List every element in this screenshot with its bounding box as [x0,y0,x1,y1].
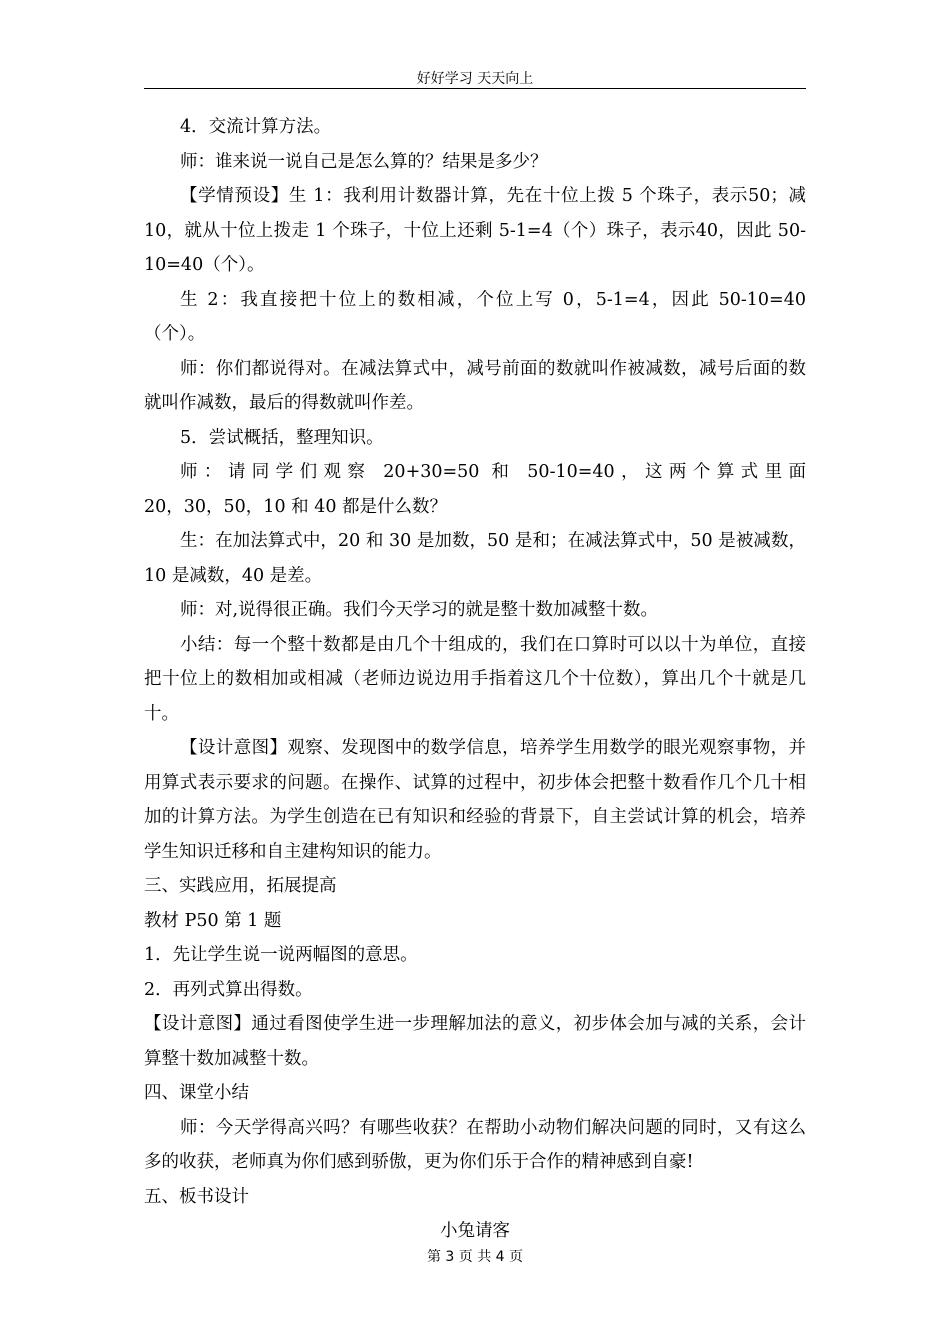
section-3-heading: 三、实践应用，拓展提高 [144,876,337,896]
class-summary-text: 师：今天学得高兴吗？有哪些收获？在帮助小动物们解决问题的同时，又有这么多的收获，老师真为你们感到骄傲，更为你们乐于合作的精神感到自豪! [144,1117,806,1172]
section-4-heading: 四、课堂小结 [144,1083,249,1103]
teacher-observe-line-1: 师：请同学们观察 20+30=50 和 50-10=40，这两个算式里面 [180,462,806,482]
student-answer: 生：在加法算式中，20 和 30 是加数，50 是和；在减法算式中，50 是被减数，10 是减数，40 是差。 [144,531,806,586]
teacher-question: 师：谁来说一说自己是怎么算的？结果是多少？ [180,151,548,172]
board-title: 小兔请客 [440,1221,510,1241]
header-divider [144,88,806,89]
design-intent-1: 【设计意图】观察、发现图中的数学信息，培养学生用数学的眼光观察事物，并用算式表示要求的问题。在操作、试算的过程中，初步体会把整十数看作几个几十相加的计算方法。为学生创造在已有知识和经验的背景下，自主尝试计算的机会，培养学生知识迁移和自主建构知识的能力。 [144,738,806,862]
document-body [144,110,806,1249]
practice-step-2: 2．再列式算出得数。 [144,979,313,1000]
summary: 小结：每一个整十数都是由几个十组成的，我们在口算时可以以十为单位，直接把十位上的数相加或相减（老师边说边用手指着这几个十位数），算出几个十就是几十。 [144,634,806,724]
section-5-heading: 五、板书设计 [144,1186,249,1207]
teacher-confirm: 师：对,说得很正确。我们今天学习的就是整十数加减整十数。 [180,600,659,620]
teacher-observe-line-2: 20，30，50，10 和 40 都是什么数？ [144,496,448,517]
practice-step-1: 1．先让学生说一说两幅图的意思。 [144,945,418,965]
page-footer: 第 3 页 共 4 页 [426,1249,524,1265]
textbook-reference: 教材 P50 第 1 题 [144,910,282,931]
student-2-answer: 生 2：我直接把十位上的数相减，个位上写 0，5-1=4，因此 50-10=40（个）。 [144,289,806,344]
page-header: 好好学习 天天向上 [416,71,534,87]
student-1-answer: 【学情预设】生 1：我利用计数器计算，先在十位上拨 5 个珠子，表示50；减 10，就从十位上拨走 1 个珠子，十位上还剩 5-1=4（个）珠子，表示40，因此 50-10=40（个）。 [144,186,806,275]
teacher-explanation: 师：你们都说得对。在减法算式中，减号前面的数就叫作被减数，减号后面的数就叫作减数，最后的得数就叫作差。 [144,358,806,413]
step-5-heading: 5．尝试概括，整理知识。 [180,427,384,448]
step-4-heading: 4．交流计算方法。 [180,117,332,137]
design-intent-2: 【设计意图】通过看图使学生进一步理解加法的意义，初步体会加与减的关系，会计算整十数加减整十数。 [144,1014,806,1069]
